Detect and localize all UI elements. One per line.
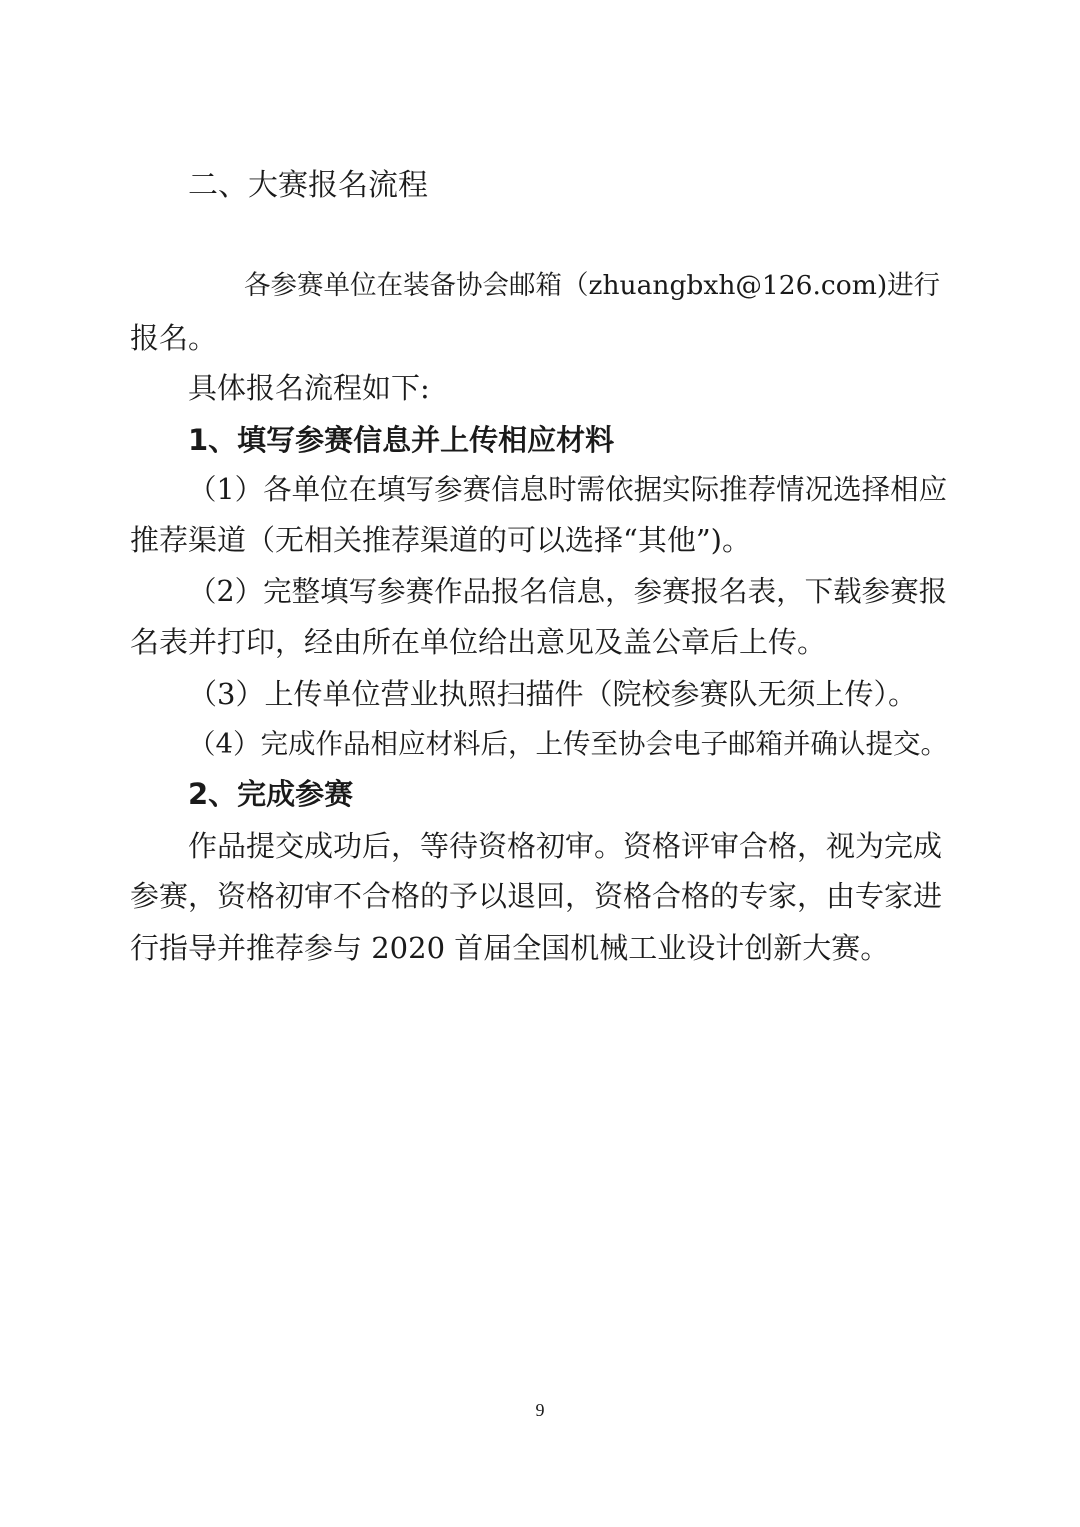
step2-para-line3: 行指导并推荐参与 2020 首届全国机械工业设计创新大赛。	[130, 931, 890, 965]
step2-title: 2、完成参赛	[188, 777, 354, 811]
intro-line-2: 报名。	[130, 321, 218, 355]
step1-item4: （4）完成作品相应材料后，上传至协会电子邮箱并确认提交。	[188, 728, 948, 760]
step1-item2-line1: （2）完整填写参赛作品报名信息，参赛报名表，下载参赛报	[188, 575, 948, 608]
step2-para-line1: 作品提交成功后，等待资格初审。资格评审合格，视为完成	[188, 829, 943, 863]
intro-line-1: 各参赛单位在装备协会邮箱（zhuangbxh@126.com)进行	[244, 270, 941, 301]
step1-item3: （3）上传单位营业执照扫描件（院校参赛队无须上传）。	[188, 677, 917, 711]
step1-title: 1、填写参赛信息并上传相应材料	[188, 423, 615, 457]
step1-item2-line2: 名表并打印，经由所在单位给出意见及盖公章后上传。	[130, 625, 827, 659]
step1-item1-line2: 推荐渠道（无相关推荐渠道的可以选择“其他”)。	[130, 523, 751, 557]
step2-para-line2: 参赛，资格初审不合格的予以退回，资格合格的专家，由专家进	[130, 879, 943, 913]
page-number: 9	[535, 1400, 545, 1420]
step1-item1-line1: （1）各单位在填写参赛信息时需依据实际推荐情况选择相应	[188, 473, 948, 506]
section-title: 二、大赛报名流程	[188, 168, 428, 203]
process-label: 具体报名流程如下:	[188, 371, 430, 405]
